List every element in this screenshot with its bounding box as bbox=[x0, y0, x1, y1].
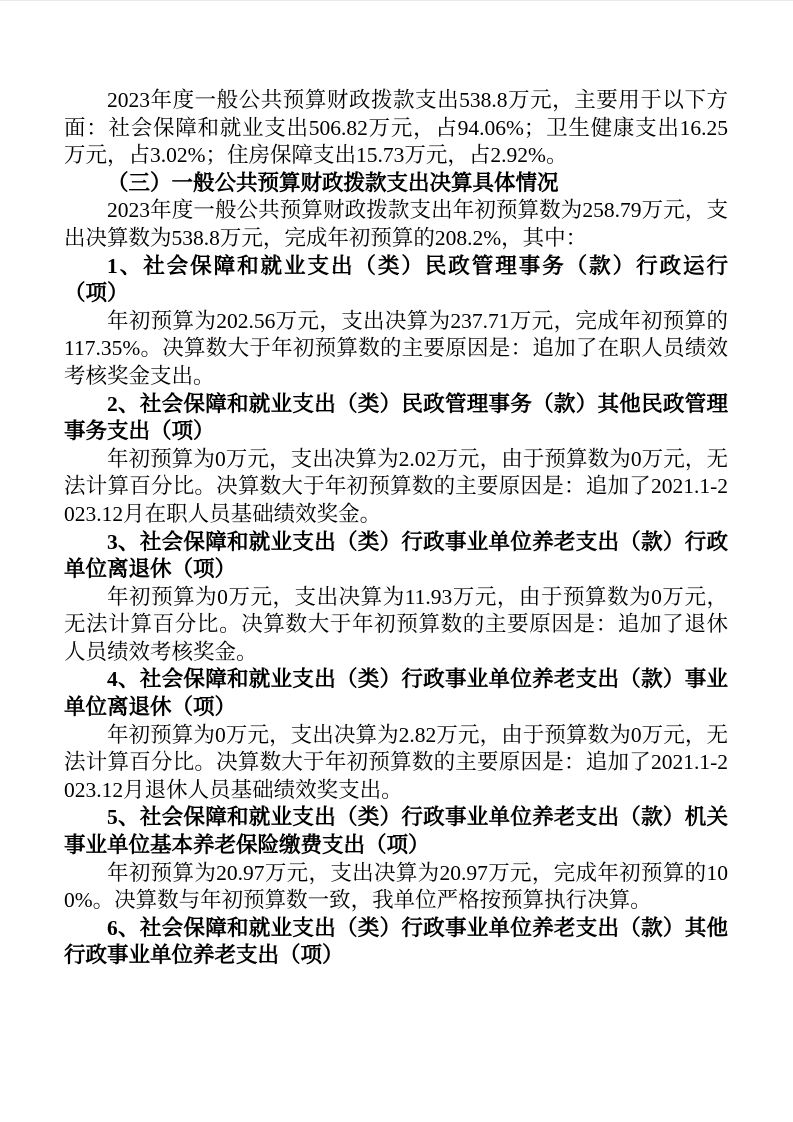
funding-expenditure-summary-paragraph: 2023年度一般公共预算财政拨款支出538.8万元，主要用于以下方面：社会保障和就业支出506.82万元，占94.06%；卫生健康支出16.25万元，占3.02%；住房保障支出15.73万元，占2.92%。 bbox=[64, 88, 728, 168]
section-three-heading: （三）一般公共预算财政拨款支出决算具体情况 bbox=[107, 170, 559, 195]
document-body bbox=[64, 87, 728, 970]
item-5-detail-paragraph: 年初预算为20.97万元，支出决算为20.97万元，完成年初预算的100%。决算数与年初预算数一致，我单位严格按预算执行决算。 bbox=[64, 860, 728, 913]
item-2-heading: 2、社会保障和就业支出（类）民政管理事务（款）其他民政管理事务支出（项） bbox=[64, 391, 728, 444]
item-1-heading: 1、社会保障和就业支出（类）民政管理事务（款）行政运行（项） bbox=[64, 253, 728, 306]
item-3-detail-paragraph: 年初预算为0万元，支出决算为11.93万元，由于预算数为0万元，无法计算百分比。决算数大于年初预算数的主要原因是：追加了退休人员绩效考核奖金。 bbox=[64, 584, 728, 664]
item-6-heading: 6、社会保障和就业支出（类）行政事业单位养老支出（款）其他行政事业单位养老支出（项） bbox=[64, 915, 728, 968]
budget-overview-paragraph: 2023年度一般公共预算财政拨款支出年初预算数为258.79万元，支出决算数为538.8万元，完成年初预算的208.2%，其中： bbox=[64, 198, 728, 250]
item-4-detail-paragraph: 年初预算为0万元，支出决算为2.82万元，由于预算数为0万元，无法计算百分比。决算数大于年初预算数的主要原因是：追加了2021.1-2023.12月退休人员基础绩效奖支出。 bbox=[64, 722, 728, 802]
item-1-detail-paragraph: 年初预算为202.56万元，支出决算为237.71万元，完成年初预算的117.35%。决算数大于年初预算数的主要原因是：追加了在职人员绩效考核奖金支出。 bbox=[64, 308, 728, 388]
item-3-heading: 3、社会保障和就业支出（类）行政事业单位养老支出（款）行政单位离退休（项） bbox=[64, 529, 728, 582]
item-2-detail-paragraph: 年初预算为0万元，支出决算为2.02万元，由于预算数为0万元，无法计算百分比。决算数大于年初预算数的主要原因是：追加了2021.1-2023.12月在职人员基础绩效奖金。 bbox=[64, 446, 728, 526]
item-5-heading: 5、社会保障和就业支出（类）行政事业单位养老支出（款）机关事业单位基本养老保险缴费支出（项） bbox=[64, 805, 728, 858]
item-4-heading: 4、社会保障和就业支出（类）行政事业单位养老支出（款）事业单位离退休（项） bbox=[64, 667, 728, 720]
